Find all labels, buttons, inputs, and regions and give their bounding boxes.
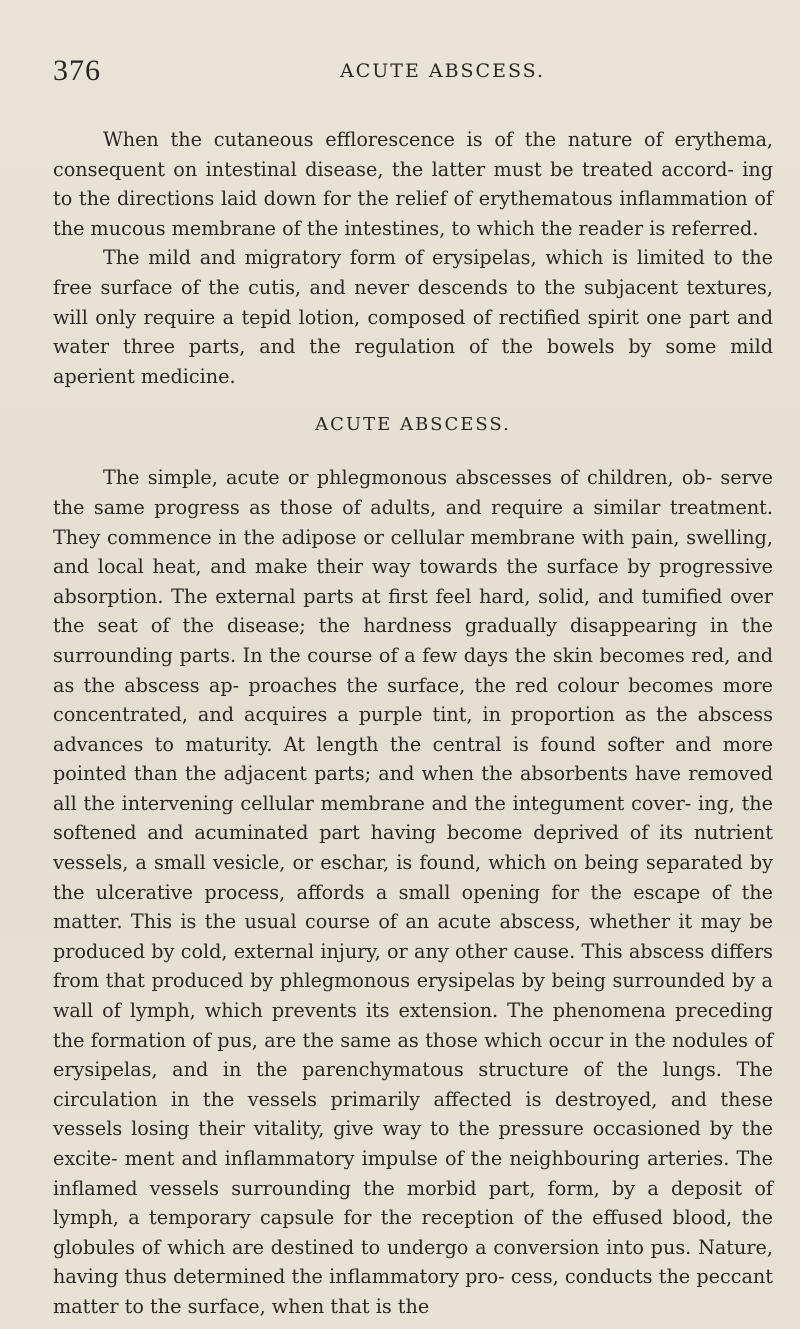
running-title: ACUTE ABSCESS. bbox=[340, 60, 546, 82]
page-number: 376 bbox=[53, 54, 101, 87]
running-head bbox=[53, 54, 772, 104]
paragraph-acute-abscess: The simple, acute or phlegmonous abscesses of children, ob- serve the same progress as those of adults, and require a similar treatment. They commence in the adipose or cellular membrane with pain, swelling, and local heat, and make their way towards the surface by progressive absorption. The external parts at first feel hard, solid, and tumified over the seat of the disease; the hardness gradually disappearing in the surrounding parts. In the course of a few days the skin becomes red, and as the abscess ap- proaches the surface, the red colour becomes more concentrated, and acquires a purple tint, in proportion as the abscess advances to maturity. At length the central is found softer and more pointed than the adjacent parts; and when the absorbents have removed all the intervening cellular membrane and the integument cover- ing, the softened and acuminated part having become deprived of its nutrient vessels, a small vesicle, or eschar, is found, which on being separated by the ulcerative process, affords a small opening for the escape of the matter. This is the usual course of an acute abscess, whether it may be produced by cold, external injury, or any other cause. This abscess differs from that produced by phlegmonous erysipelas by being surrounded by a wall of lymph, which prevents its extension. The phenomena preceding the formation of pus, are the same as those which occur in the nodules of erysipelas, and in the parenchymatous structure of the lungs. The circulation in the vessels primarily affected is destroyed, and these vessels losing their vitality, give way to the pressure occasioned by the excite- ment and inflammatory impulse of the neighbouring arteries. The inflamed vessels surrounding the morbid part, form, by a deposit of lymph, a temporary capsule for the reception of the effused blood, the globules of which are destined to undergo a conversion into pus. Nature, having thus determined the inflammatory pro- cess, conducts the peccant matter to the surface, when that is the bbox=[53, 466, 773, 1318]
body-text bbox=[53, 125, 773, 1322]
section-heading: ACUTE ABSCESS. bbox=[315, 414, 511, 436]
paragraph-erysipelas: The mild and migratory form of erysipelas, which is limited to the free surface of the cutis, and never descends to the subjacent textures, will only require a tepid lotion, composed of rectified spirit one part and water three parts, and the regulation of the bowels by some mild aperient medicine. bbox=[53, 246, 773, 388]
paragraph-erythema: When the cutaneous efflorescence is of the nature of erythema, consequent on intestinal disease, the latter must be treated accord- ing to the directions laid down for the relief of erythematous inflammation of the mucous membrane of the intestines, to which the reader is referred. bbox=[53, 128, 773, 240]
